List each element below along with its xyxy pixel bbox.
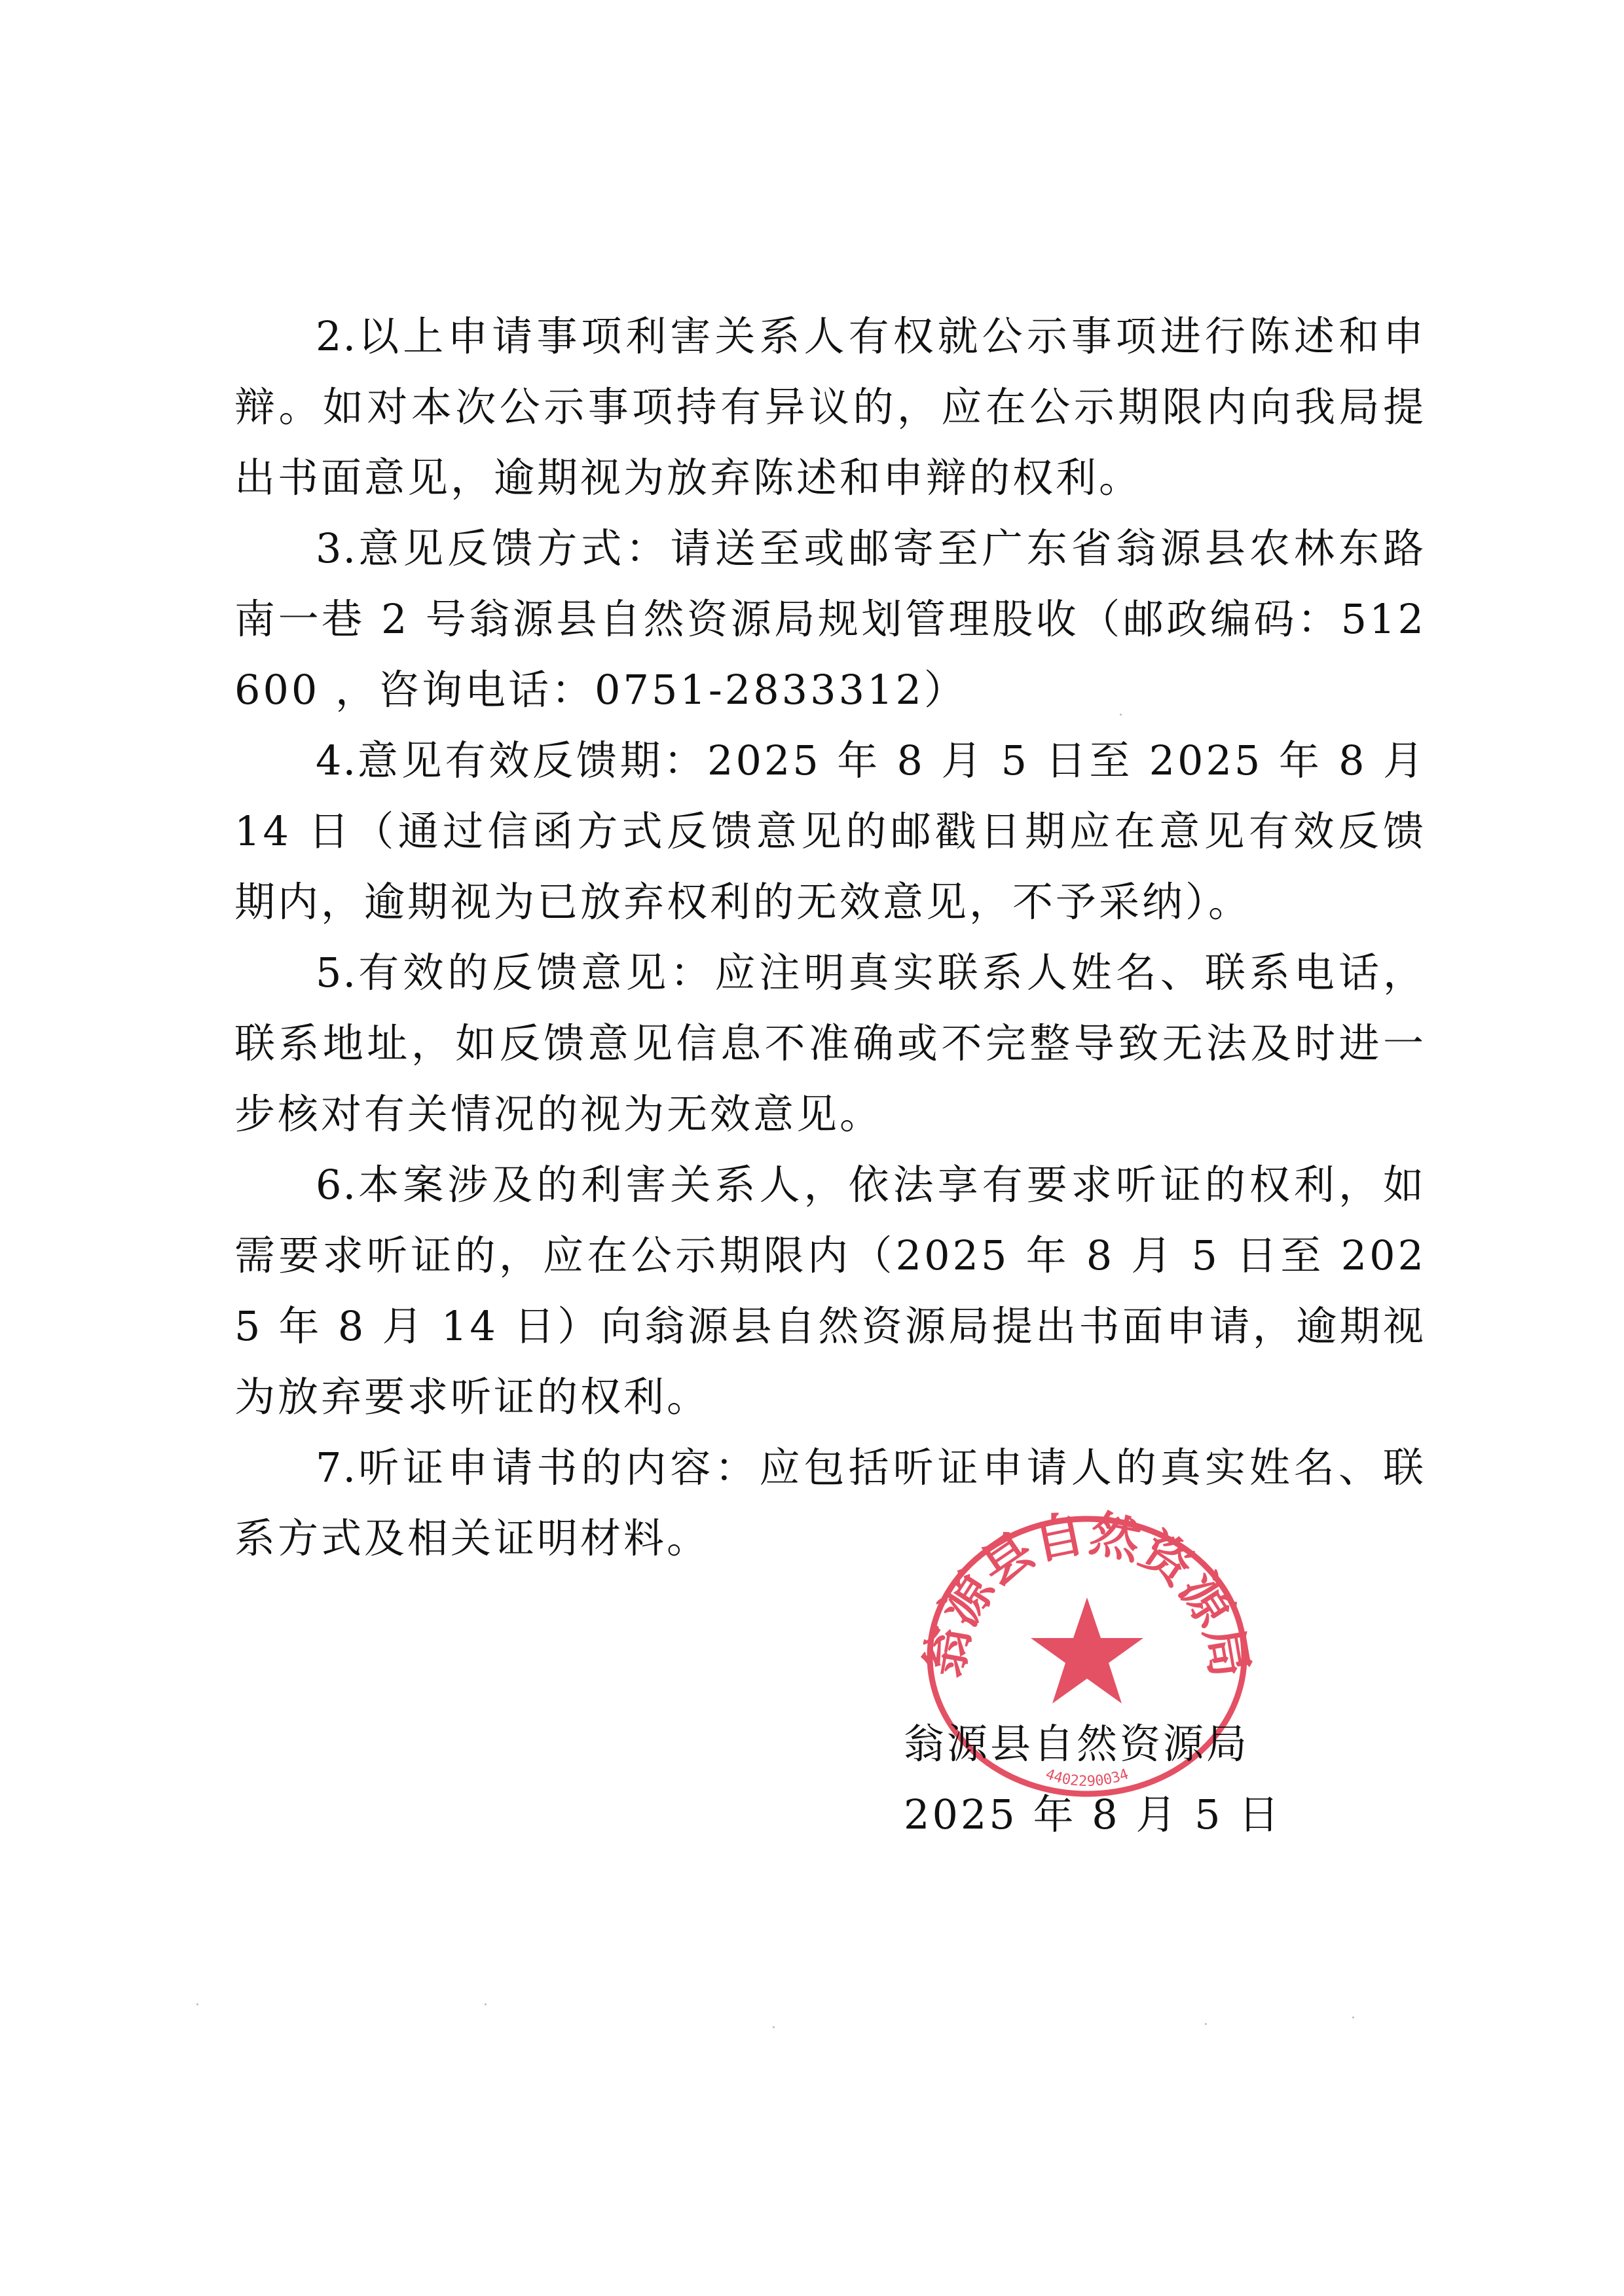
paragraph-6 [234, 1150, 1426, 1432]
scan-speck [773, 2026, 775, 2028]
paragraph-5 [234, 938, 1426, 1150]
scan-speck [1120, 714, 1122, 716]
scan-speck [196, 2003, 198, 2005]
notice-body [234, 301, 1426, 1574]
signing-date: 2025 年 8 月 5 日 [904, 1791, 1282, 1838]
paragraph-number: 3. [316, 524, 358, 572]
paragraph-number: 6. [316, 1161, 358, 1209]
paragraph-text: 有效的反馈意见：应注明真实联系人姓名、联系电话，联系地址，如反馈意见信息不准确或不完整导致无法及时进一步核对有关情况的视为无效意见。 [234, 949, 1426, 1138]
paragraph-text: 意见反馈方式：请送至或邮寄至广东省翁源县农林东路南一巷 2 号翁源县自然资源局规划管理股收（邮政编码：512600 ，咨询电话：0751-2833312） [234, 524, 1426, 714]
scan-speck [485, 2003, 487, 2005]
signature-block [904, 1709, 1310, 1850]
scan-speck [1205, 2023, 1207, 2025]
seal-text: 翁源县自然资源局 [914, 1503, 1260, 1682]
paragraph-3 [234, 513, 1426, 725]
paragraph-2 [234, 301, 1426, 513]
paragraph-text: 意见有效反馈期：2025 年 8 月 5 日至 2025 年 8 月 14 日（通过信函方式反馈意见的邮戳日期应在意见有效反馈期内，逾期视为已放弃权利的无效意见，不予采纳）。 [234, 737, 1426, 926]
paragraph-text: 以上申请事项利害关系人有权就公示事项进行陈述和申辩。如对本次公示事项持有异议的，应在公示期限内向我局提出书面意见，逾期视为放弃陈述和申辩的权利。 [234, 312, 1426, 501]
paragraph-text: 本案涉及的利害关系人，依法享有要求听证的权利，如需要求听证的，应在公示期限内（2025 年 8 月 5 日至 2025 年 8 月 14 日）向翁源县自然资源局提出书面申请，逾期视为放弃要求听证的权利。 [234, 1161, 1426, 1421]
paragraph-number: 7. [316, 1444, 358, 1491]
signing-organization: 翁源县自然资源局 [904, 1720, 1250, 1768]
paragraph-text: 听证申请书的内容：应包括听证申请人的真实姓名、联系方式及相关证明材料。 [234, 1444, 1426, 1562]
paragraph-number: 5. [316, 949, 358, 996]
paragraph-4 [234, 725, 1426, 938]
seal-code: 4402290034 [1043, 1766, 1131, 1790]
seal-star-icon [1031, 1597, 1143, 1704]
paragraph-number: 4. [316, 737, 358, 784]
scan-speck [1352, 2016, 1354, 2018]
paragraph-number: 2. [316, 312, 358, 360]
